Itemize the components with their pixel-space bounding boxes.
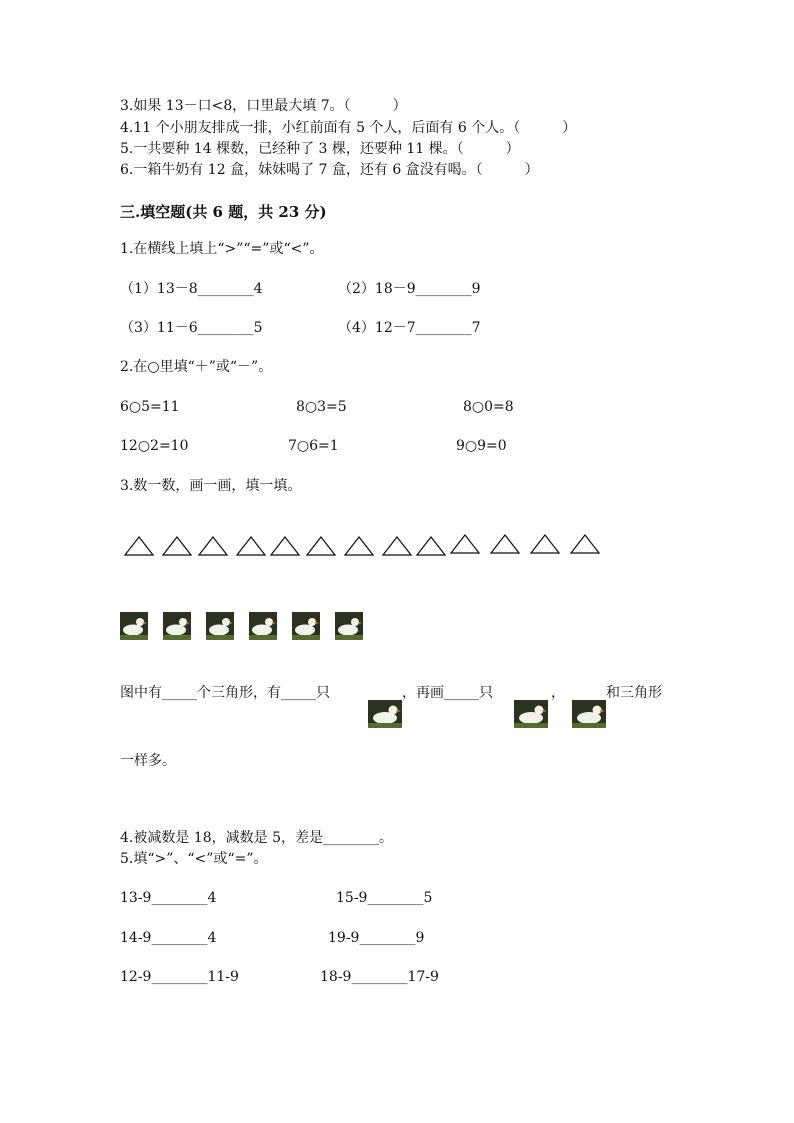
judge-q3: 3.如果 13－口<8，口里最大填 7。（ ） <box>120 98 407 114</box>
triangle-icon <box>490 534 520 558</box>
q3-fill-part2: ，再画_____只 <box>402 685 493 701</box>
q3-prompt: 3.数一数，画一画，填一填。 <box>120 478 302 494</box>
q2-item-6: 9○9=0 <box>456 438 507 454</box>
section-title: 三.填空题(共 6 题，共 23 分) <box>120 203 327 221</box>
q1-item-1: （1）13－8________4 <box>120 281 263 297</box>
q2-prompt: 2.在○里填“＋”或“－”。 <box>120 359 273 375</box>
duck-icon <box>249 612 277 640</box>
triangle-icon <box>306 536 336 560</box>
judge-q5: 5.一共要种 14 棵数，已经种了 3 棵，还要种 11 棵。（ ） <box>120 141 520 157</box>
q3-comma: ， <box>551 685 565 701</box>
q5-item-3: 14-9________4 <box>120 930 217 946</box>
q5-item-6: 18-9________17-9 <box>320 969 439 985</box>
triangle-icon <box>382 536 412 560</box>
q2-item-5: 7○6=1 <box>288 438 339 454</box>
duck-icon <box>120 612 148 640</box>
judge-q6: 6.一箱牛奶有 12 盒，妹妹喝了 7 盒，还有 6 盒没有喝。（ ） <box>120 162 539 178</box>
triangle-icon <box>416 536 446 560</box>
q5-item-1: 13-9________4 <box>120 890 217 906</box>
duck-icon <box>514 700 548 728</box>
duck-icon <box>335 612 363 640</box>
q2-item-2: 8○3=5 <box>296 399 347 415</box>
q1-prompt: 1.在横线上填上“>”“=”或“<”。 <box>120 241 324 257</box>
q5-item-4: 19-9________9 <box>328 930 425 946</box>
q2-item-1: 6○5=11 <box>120 399 180 415</box>
triangle-icon <box>162 536 192 560</box>
duck-icon <box>206 612 234 640</box>
duck-icon <box>368 700 402 728</box>
triangle-icon <box>450 534 480 558</box>
q1-item-3: （3）11－6________5 <box>120 320 263 336</box>
judge-q4: 4.11 个小朋友排成一排，小红前面有 5 个人，后面有 6 个人。（ ） <box>120 120 577 136</box>
triangle-icon <box>270 536 300 560</box>
q5-item-2: 15-9________5 <box>336 890 433 906</box>
q5-item-5: 12-9________11-9 <box>120 969 239 985</box>
q2-item-3: 8○0=8 <box>463 399 514 415</box>
triangle-icon <box>198 536 228 560</box>
triangle-icon <box>530 534 560 558</box>
triangle-row <box>124 534 614 558</box>
triangle-icon <box>344 536 374 560</box>
triangle-icon <box>124 536 154 560</box>
triangle-icon <box>570 534 600 558</box>
q3-fill-part3: 和三角形 <box>606 685 662 701</box>
triangle-icon <box>236 536 266 560</box>
q1-item-4: （4）12－7________7 <box>338 320 481 336</box>
duck-icon <box>572 700 606 728</box>
q1-item-2: （2）18－9________9 <box>338 281 481 297</box>
q5-prompt: 5.填“>”、“<”或“=”。 <box>120 851 268 867</box>
duck-icon <box>163 612 191 640</box>
duck-icon <box>292 612 320 640</box>
q3-fill-end: 一样多。 <box>120 753 176 769</box>
q3-fill-part1: 图中有_____个三角形，有_____只 <box>120 685 330 701</box>
q4-text: 4.被减数是 18，减数是 5，差是________。 <box>120 830 393 846</box>
q2-item-4: 12○2=10 <box>120 438 189 454</box>
